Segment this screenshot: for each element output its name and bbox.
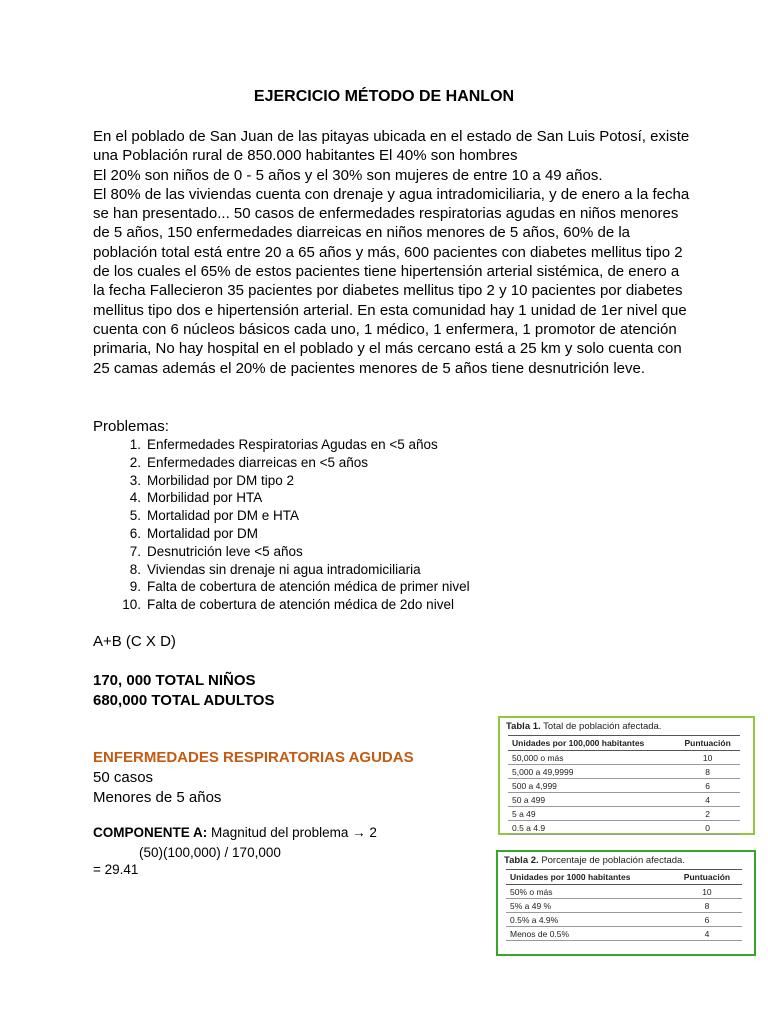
table-cell: 500 a 4,999	[508, 779, 675, 793]
table-caption-label: Tabla 2.	[504, 855, 539, 866]
intro-paragraph-1: En el poblado de San Juan de las pitayas ubicada en el estado de San Luis Potosí, existe una Población rural de 850.000 habitantes El 40% son hombres	[93, 128, 690, 165]
table-row	[508, 779, 740, 793]
list-number: 3.	[129, 472, 141, 488]
intro-paragraph-3: El 80% de las viviendas cuenta con drenaje y agua intradomiciliaria, y de enero a la fecha se han presentado... 50 casos de enfermedades respiratorias agudas en niños menores de 5 años, 150 enfermedades diarreicas en niños menores de 5 años, 60% de la población total está entre 20 a 65 años y más, 600 pacientes con diabetes mellitus tipo 2 de los cuales el 65% de estos pacientes tiene hipertensión arterial sistémica, de enero a la fecha Fallecieron 35 pacientes por diabetes mellitus tipo 2 y 10 pacientes por diabetes mellitus tipo dos e hipertensión arterial. En esta comunidad hay 1 unidad de 1er nivel que cuenta con 6 núcleos básicos cada uno, 1 médico, 1 enfermera, 1 promotor de atención primaria, No hay hospital en el poblado y el más cercano está a 25 km y solo cuenta con 25 camas además el 20% de pacientes menores de 5 años tiene desnutrición leve.	[93, 185, 690, 377]
section-details	[93, 768, 221, 808]
cases-count: 50 casos	[93, 769, 154, 786]
table-cell: 0	[675, 821, 740, 835]
list-item	[116, 489, 470, 507]
list-item	[116, 507, 470, 525]
list-item	[116, 454, 470, 472]
table-caption	[498, 852, 754, 866]
list-item	[116, 436, 470, 454]
table-caption-text: Total de población afectada.	[543, 721, 662, 732]
hanlon-formula: A+B (C X D)	[93, 633, 176, 650]
table-row	[508, 793, 740, 807]
list-text: Mortalidad por DM e HTA	[147, 508, 300, 524]
table-row	[508, 821, 740, 835]
list-number: 10.	[122, 597, 141, 613]
table-cell: 0.5% a 4.9%	[506, 913, 672, 927]
component-label: COMPONENTE A:	[93, 825, 208, 840]
list-text: Mortalidad por DM	[147, 525, 259, 541]
list-text: Morbilidad por DM tipo 2	[147, 472, 295, 488]
calculation: (50)(100,000) / 170,000	[139, 845, 281, 860]
table-header: Unidades por 100,000 habitantes	[508, 736, 675, 751]
list-text: Desnutrición leve <5 años	[147, 543, 303, 559]
total-children: 170, 000 TOTAL NIÑOS	[93, 672, 256, 689]
list-item	[116, 561, 470, 579]
table-cell: 6	[672, 913, 742, 927]
table-caption-label: Tabla 1.	[506, 721, 541, 732]
list-text: Viviendas sin drenaje ni agua intradomiciliaria	[147, 561, 421, 577]
table-row	[506, 899, 742, 913]
intro-text	[93, 127, 693, 378]
table-cell: 50,000 o más	[508, 751, 675, 765]
intro-paragraph-2: El 20% son niños de 0 - 5 años y el 30% son mujeres de entre 10 a 49 años.	[93, 166, 603, 184]
list-number: 7.	[129, 543, 141, 559]
section-title: ENFERMEDADES RESPIRATORIAS AGUDAS	[93, 749, 414, 766]
list-number: 9.	[129, 579, 141, 595]
table-cell: 5 a 49	[508, 807, 675, 821]
list-item	[116, 543, 470, 561]
list-text: Enfermedades diarreicas en <5 años	[147, 454, 369, 470]
population-totals	[93, 671, 274, 710]
table-row	[508, 807, 740, 821]
age-group: Menores de 5 años	[93, 789, 222, 806]
component-a	[93, 825, 377, 840]
table-cell: 0.5 a 4.9	[508, 821, 675, 835]
table-cell: 10	[672, 885, 742, 899]
table-cell: 50 a 499	[508, 793, 675, 807]
problems-heading: Problemas:	[93, 418, 169, 435]
table-header: Puntuación	[675, 736, 740, 751]
calculation-result: = 29.41	[93, 862, 139, 877]
table-1	[508, 735, 740, 835]
table-cell: 50% o más	[506, 885, 672, 899]
problems-list	[116, 436, 470, 614]
table-row	[506, 913, 742, 927]
list-text: Falta de cobertura de atención médica de 2do nivel	[147, 597, 454, 613]
document-title: EJERCICIO MÉTODO DE HANLON	[253, 88, 515, 105]
table-2-image	[496, 850, 756, 956]
table-cell: 10	[675, 751, 740, 765]
table-cell: 4	[672, 927, 742, 941]
list-number: 2.	[129, 454, 141, 470]
table-cell: 4	[675, 793, 740, 807]
list-number: 1.	[129, 437, 141, 452]
table-cell: 8	[672, 899, 742, 913]
table-caption-text: Porcentaje de población afectada.	[541, 855, 685, 866]
list-text: Enfermedades Respiratorias Agudas en <5 años	[147, 437, 438, 452]
table-caption	[500, 718, 753, 732]
table-header-row	[508, 736, 740, 751]
table-header: Unidades por 1000 habitantes	[506, 870, 672, 885]
list-text: Morbilidad por HTA	[147, 490, 263, 506]
table-cell: 2	[675, 807, 740, 821]
list-item	[116, 596, 470, 614]
list-text: Falta de cobertura de atención médica de primer nivel	[147, 579, 470, 595]
table-row	[506, 927, 742, 941]
table-cell: Menos de 0.5%	[506, 927, 672, 941]
table-cell: 8	[675, 765, 740, 779]
table-row	[508, 751, 740, 765]
list-item	[116, 472, 470, 490]
list-item	[116, 525, 470, 543]
table-header: Puntuación	[672, 870, 742, 885]
list-number: 5.	[129, 508, 141, 524]
table-cell: 5,000 a 49,9999	[508, 765, 675, 779]
list-item	[116, 578, 470, 596]
table-1-image	[498, 716, 755, 835]
list-number: 8.	[129, 561, 141, 577]
table-cell: 5% a 49 %	[506, 899, 672, 913]
component-text: Magnitud del problema → 2	[211, 825, 377, 840]
table-row	[506, 885, 742, 899]
table-2	[506, 869, 742, 941]
list-number: 4.	[129, 490, 141, 506]
table-row	[508, 765, 740, 779]
table-header-row	[506, 870, 742, 885]
table-cell: 6	[675, 779, 740, 793]
list-number: 6.	[129, 525, 141, 541]
total-adults: 680,000 TOTAL ADULTOS	[93, 691, 275, 709]
